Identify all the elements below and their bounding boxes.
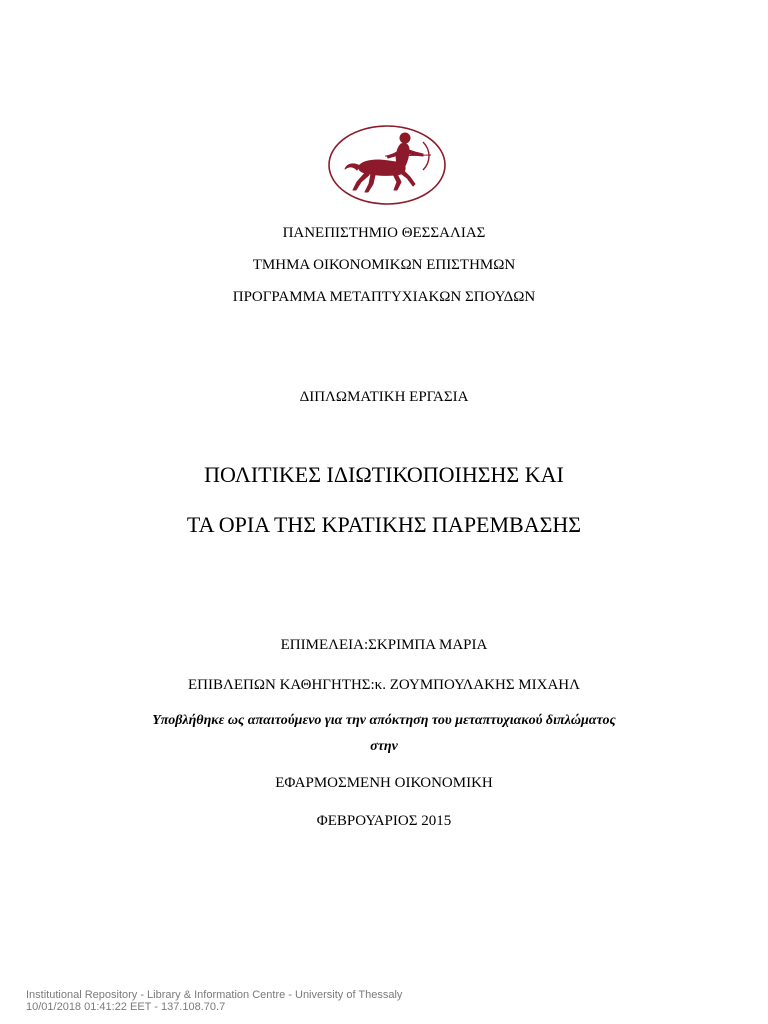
- supervisor-line: ΕΠΙΒΛΕΠΩΝ ΚΑΘΗΓΗΤΗΣ:κ. ΖΟΥΜΠΟΥΛΑΚΗΣ ΜΙΧΑΗΛ: [187, 677, 581, 693]
- field-of-study: ΕΦΑΡΜΟΣΜΕΝΗ ΟΙΚΟΝΟΜΙΚΗ: [275, 775, 493, 791]
- university-name: ΠΑΝΕΠΙΣΤΗΜΙΟ ΘΕΣΣΑΛΙΑΣ: [282, 225, 486, 241]
- program-name: ΠΡΟΓΡΑΜΜΑ ΜΕΤΑΠΤΥΧΙΑΚΩΝ ΣΠΟΥΔΩΝ: [232, 289, 536, 305]
- thesis-title-line-1: ΠΟΛΙΤΙΚΕΣ ΙΔΙΩΤΙΚΟΠΟΙΗΣΗΣ ΚΑΙ: [204, 462, 564, 487]
- document-type: ΔΙΠΛΩΜΑΤΙΚΗ ΕΡΓΑΣΙΑ: [299, 389, 469, 405]
- author-line: ΕΠΙΜΕΛΕΙΑ:ΣΚΡΙΜΠΑ ΜΑΡΙΑ: [280, 637, 488, 653]
- centaur-archer-seal-icon: [327, 124, 447, 206]
- thesis-title-line-2: ΤΑ ΟΡΙΑ ΤΗΣ ΚΡΑΤΙΚΗΣ ΠΑΡΕΜΒΑΣΗΣ: [186, 512, 582, 537]
- repository-footer-line-1: Institutional Repository - Library & Information Centre - University of Thessaly: [26, 989, 403, 1001]
- department-name: ΤΜΗΜΑ ΟΙΚΟΝΟΜΙΚΩΝ ΕΠΙΣΤΗΜΩΝ: [252, 257, 516, 273]
- submission-statement-line-2: στην: [370, 739, 398, 754]
- submission-statement-line-1: Υποβλήθηκε ως απαιτούμενο για την απόκτηση του μεταπτυχιακού διπλώματος: [152, 713, 616, 728]
- repository-footer-line-2: 10/01/2018 01:41:22 EET - 137.108.70.7: [26, 1001, 226, 1013]
- submission-date: ΦΕΒΡΟΥΑΡΙΟΣ 2015: [316, 813, 452, 829]
